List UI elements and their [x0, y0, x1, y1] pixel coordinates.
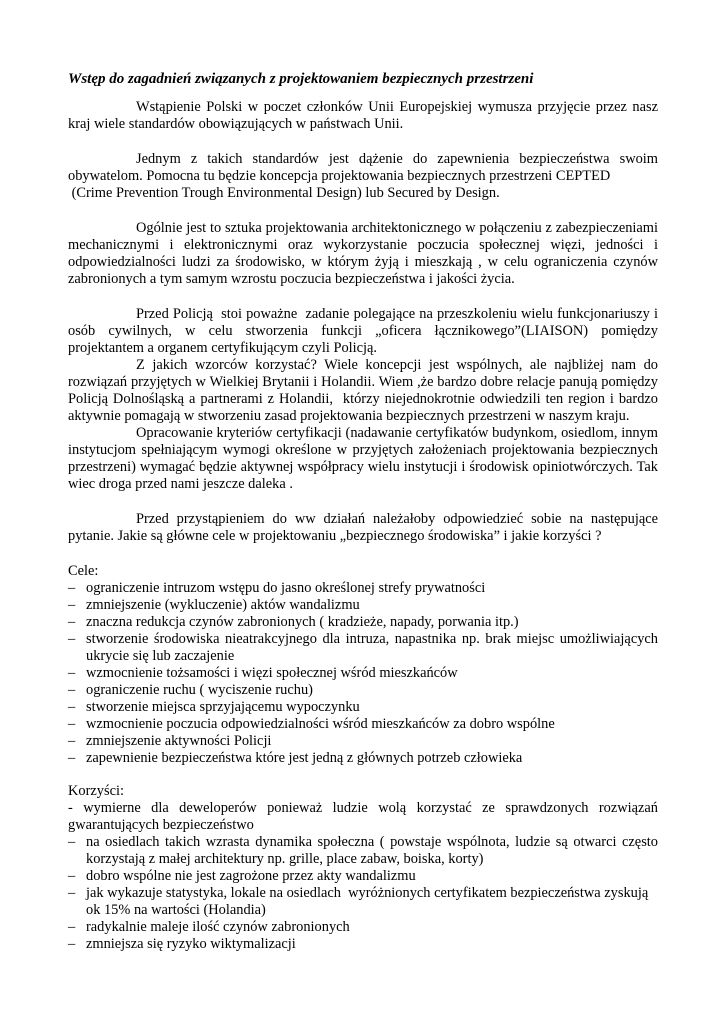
list-item: – zmniejszenie (wykluczenie) aktów wandalizmu [68, 597, 360, 613]
goals-heading: Cele: [68, 563, 99, 579]
list-item: – zmniejsza się ryzyko wiktymalizacji [68, 936, 296, 952]
dash-marker: – [68, 665, 76, 681]
list-item: – ograniczenie ruchu ( wyciszenie ruchu) [68, 682, 313, 698]
paragraph-standards-text: Jednym z takich standardów jest dążenie do zapewnienia bezpieczeństwa swoim obywatelom. Pomocna tu będzie koncepcja projektowania bezpiecznych przestrzeni CEPTED [68, 151, 658, 184]
document-title: Wstęp do zagadnień związanych z projektowaniem bezpiecznych przestrzeni [68, 71, 534, 87]
dash-marker: – [68, 597, 76, 613]
list-item: – wzmocnienie poczucia odpowiedzialności wśród mieszkańców za dobro wspólne [68, 716, 555, 732]
dash-marker: – [68, 750, 76, 766]
paragraph-models: Z jakich wzorców korzystać? Wiele koncepcji jest wspólnych, ale najbliżej nam do rozwiązań przyjętych w Wielkiej Brytanii i Holandii. Wiem ,że bardzo dobre relacje panują pomiędzy Policją Dolnośląską a partnerami z Holandii, którzy niejednokrotnie odwiedzili ten region i bardzo aktywnie pomagają w stworzeniu zasad projektowania bezpiecznych przestrzeni w naszym kraju. [68, 357, 662, 424]
dash-marker: – [68, 834, 76, 850]
benefits-heading: Korzyści: [68, 783, 124, 799]
list-item: – dobro wspólne nie jest zagrożone przez akty wandalizmu [68, 868, 416, 884]
paragraph-police: Przed Policją stoi poważne zadanie polegające na przeszkoleniu wielu funkcjonariuszy i osób cywilnych, w celu stworzenia funkcji „oficera łącznikowego”(LIAISON) pomiędzy projektantem a organem certyfikującym czyli Policją. [68, 306, 662, 356]
benefits-list [68, 834, 658, 953]
paragraph-certification: Opracowanie kryteriów certyfikacji (nadawanie certyfikatów budynkom, osiedlom, innym instytucjom spełniającym wymogi określone w przyjętych założeniach projektowania bezpiecznych przestrzeni) wymagać będzie aktywnej współpracy wielu instytucji i środowisk opiniotwórczych. Tak wiec droga przed nami jeszcze daleka . [68, 425, 658, 492]
dash-marker: – [68, 733, 76, 749]
dash-marker: – [68, 631, 76, 647]
section-gap [68, 767, 658, 783]
list-item: – zmniejszenie aktywności Policji [68, 733, 272, 749]
list-item: – jak wykazuje statystyka, lokale na osiedlach wyróżnionych certyfikatem bezpieczeństwa zyskują ok 15% na wartości (Holandia) [68, 885, 652, 918]
paragraph-standards [68, 151, 658, 202]
dash-marker: – [68, 885, 76, 901]
list-item: – stworzenie miejsca sprzyjającemu wypoczynku [68, 699, 360, 715]
dash-marker: – [68, 936, 76, 952]
dash-marker: – [68, 919, 76, 935]
dash-marker: – [68, 716, 76, 732]
dash-marker: – [68, 614, 76, 630]
document-page [68, 70, 662, 953]
list-item: – znaczna redukcja czynów zabronionych ( kradzieże, napady, porwania itp.) [68, 614, 519, 630]
list-item: – radykalnie maleje ilość czynów zabronionych [68, 919, 350, 935]
dash-marker: – [68, 699, 76, 715]
list-item: – zapewnienie bezpieczeństwa które jest jedną z głównych potrzeb człowieka [68, 750, 523, 766]
dash-marker: – [68, 580, 76, 596]
goals-list [68, 580, 658, 767]
paragraph-intro: Wstąpienie Polski w poczet członków Unii Europejskiej wymusza przyjęcie przez nasz kraj wiele standardów obowiązujących w państwach Unii. [68, 99, 658, 132]
list-item: – wzmocnienie tożsamości i więzi społecznej wśród mieszkańców [68, 665, 458, 681]
list-item: – stworzenie środowiska nieatrakcyjnego dla intruza, napastnika np. brak miejsc umożliwiających ukrycie się lub zaczajenie [68, 631, 658, 664]
paragraph-question: Przed przystąpieniem do ww działań należałoby odpowiedzieć sobie na następujące pytanie. Jakie są główne cele w projektowaniu „bezpiecznego środowiska” i jakie korzyści ? [68, 511, 658, 544]
list-item: – na osiedlach takich wzrasta dynamika społeczna ( powstaje wspólnota, ludzie są otwarci często korzystają z małej architektury np. grille, place zabaw, boiska, korty) [68, 834, 658, 867]
list-item: – ograniczenie intruzom wstępu do jasno określonej strefy prywatności [68, 580, 486, 596]
paragraph-standards-cepted: (Crime Prevention Trough Environmental Design) lub Secured by Design. [68, 185, 500, 201]
paragraph-definition: Ogólnie jest to sztuka projektowania architektonicznego w połączeniu z zabezpieczeniami mechanicznymi i elektronicznymi oraz wykorzystanie poczucia społecznej więzi, jedności i odpowiedzialności ludzi za środowisko, w którym żyją i mieszkają , w celu ograniczenia czynów zabronionych a tym samym wzrostu poczucia bezpieczeństwa i jakości życia. [68, 220, 658, 287]
dash-marker: – [68, 868, 76, 884]
benefits-intro: - wymierne dla deweloperów ponieważ ludzie wolą korzystać ze sprawdzonych rozwiązań gwarantujących bezpieczeństwo [68, 800, 658, 833]
dash-marker: – [68, 682, 76, 698]
